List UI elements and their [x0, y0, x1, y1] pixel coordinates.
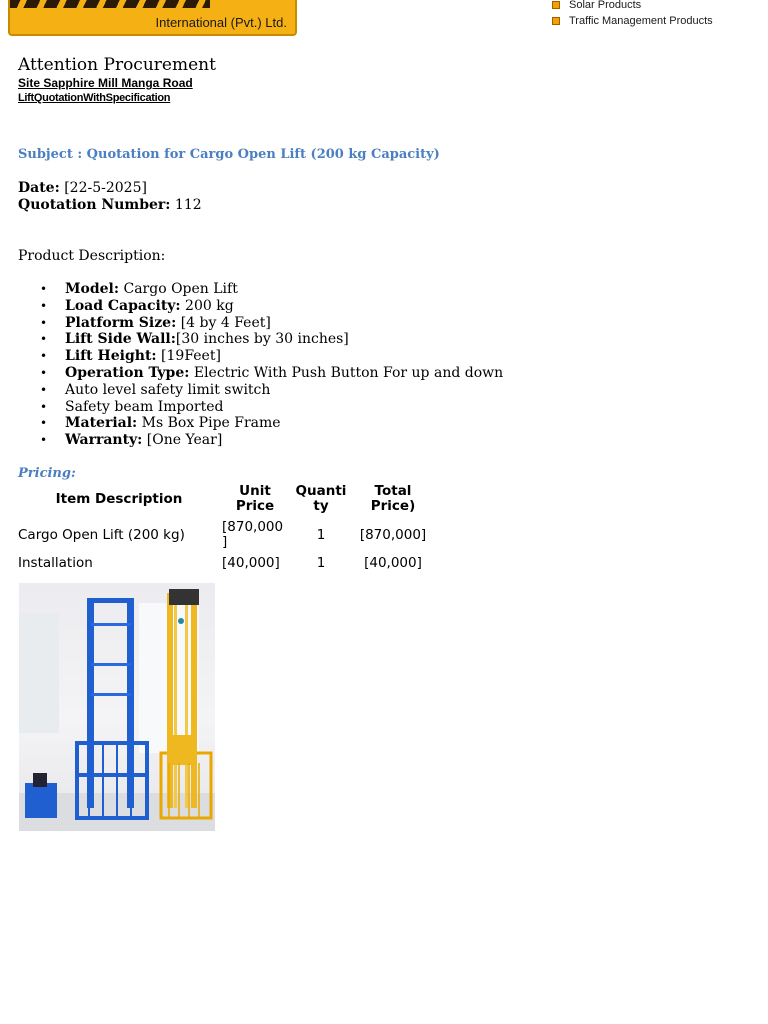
product-description-title: Product Description: — [18, 248, 166, 264]
subject-line: Subject : Quotation for Cargo Open Lift (200 kg Capacity) — [18, 147, 440, 162]
table-row — [18, 553, 434, 573]
spec-item: • Safety beam Imported — [40, 399, 503, 416]
attention-line: Attention Procurement — [18, 55, 216, 75]
table-row — [18, 517, 434, 553]
spec-item: • Auto level safety limit switch — [40, 382, 503, 399]
product-category-item: Traffic Management Products — [552, 13, 713, 29]
product-categories — [552, 0, 713, 29]
spec-item: • Warranty: [One Year] — [40, 432, 503, 449]
cell-total: [870,000] — [359, 526, 427, 543]
cell-unit-price: [870,000 ] — [222, 519, 284, 550]
cell-item: Cargo Open Lift (200 kg) — [18, 526, 185, 543]
pricing-table — [18, 481, 434, 573]
header-unit-price: Unit Price — [235, 483, 275, 514]
date-line: Date: [22-5-2025] — [18, 180, 147, 196]
logo-stripes — [10, 0, 210, 8]
cell-quantity: 1 — [316, 526, 326, 543]
product-image — [19, 583, 215, 831]
spec-item: • Platform Size: [4 by 4 Feet] — [40, 315, 503, 332]
spec-item: • Lift Side Wall:[30 inches by 30 inches] — [40, 331, 503, 348]
product-category-item: Solar Products — [552, 0, 713, 13]
header-item-description: Item Description — [55, 490, 183, 507]
cell-total: [40,000] — [364, 554, 422, 571]
spec-item: • Material: Ms Box Pipe Frame — [40, 415, 503, 432]
header-total-price: Total Price) — [370, 483, 416, 514]
header-quantity: Quanti ty — [295, 483, 347, 514]
quotation-number-line: Quotation Number: 112 — [18, 197, 202, 213]
bullet-square-icon — [552, 1, 560, 9]
cell-item: Installation — [18, 554, 93, 571]
bullet-square-icon — [552, 17, 560, 25]
spec-item: • Lift Height: [19Feet] — [40, 348, 503, 365]
pricing-title: Pricing: — [18, 466, 76, 481]
logo-subtitle: International (Pvt.) Ltd. — [155, 15, 287, 30]
cargo-lift-illustration — [19, 583, 215, 831]
address-line-2: LiftQuotationWithSpecification — [18, 92, 171, 104]
spec-item: • Load Capacity: 200 kg — [40, 298, 503, 315]
company-logo — [8, 0, 297, 36]
spec-list — [40, 281, 503, 449]
cell-quantity: 1 — [316, 554, 326, 571]
cell-unit-price: [40,000] — [222, 554, 280, 571]
spec-item: • Model: Cargo Open Lift — [40, 281, 503, 298]
spec-item: • Operation Type: Electric With Push Button For up and down — [40, 365, 503, 382]
table-header-row — [18, 481, 434, 517]
address-line-1: Site Sapphire Mill Manga Road — [18, 76, 193, 90]
